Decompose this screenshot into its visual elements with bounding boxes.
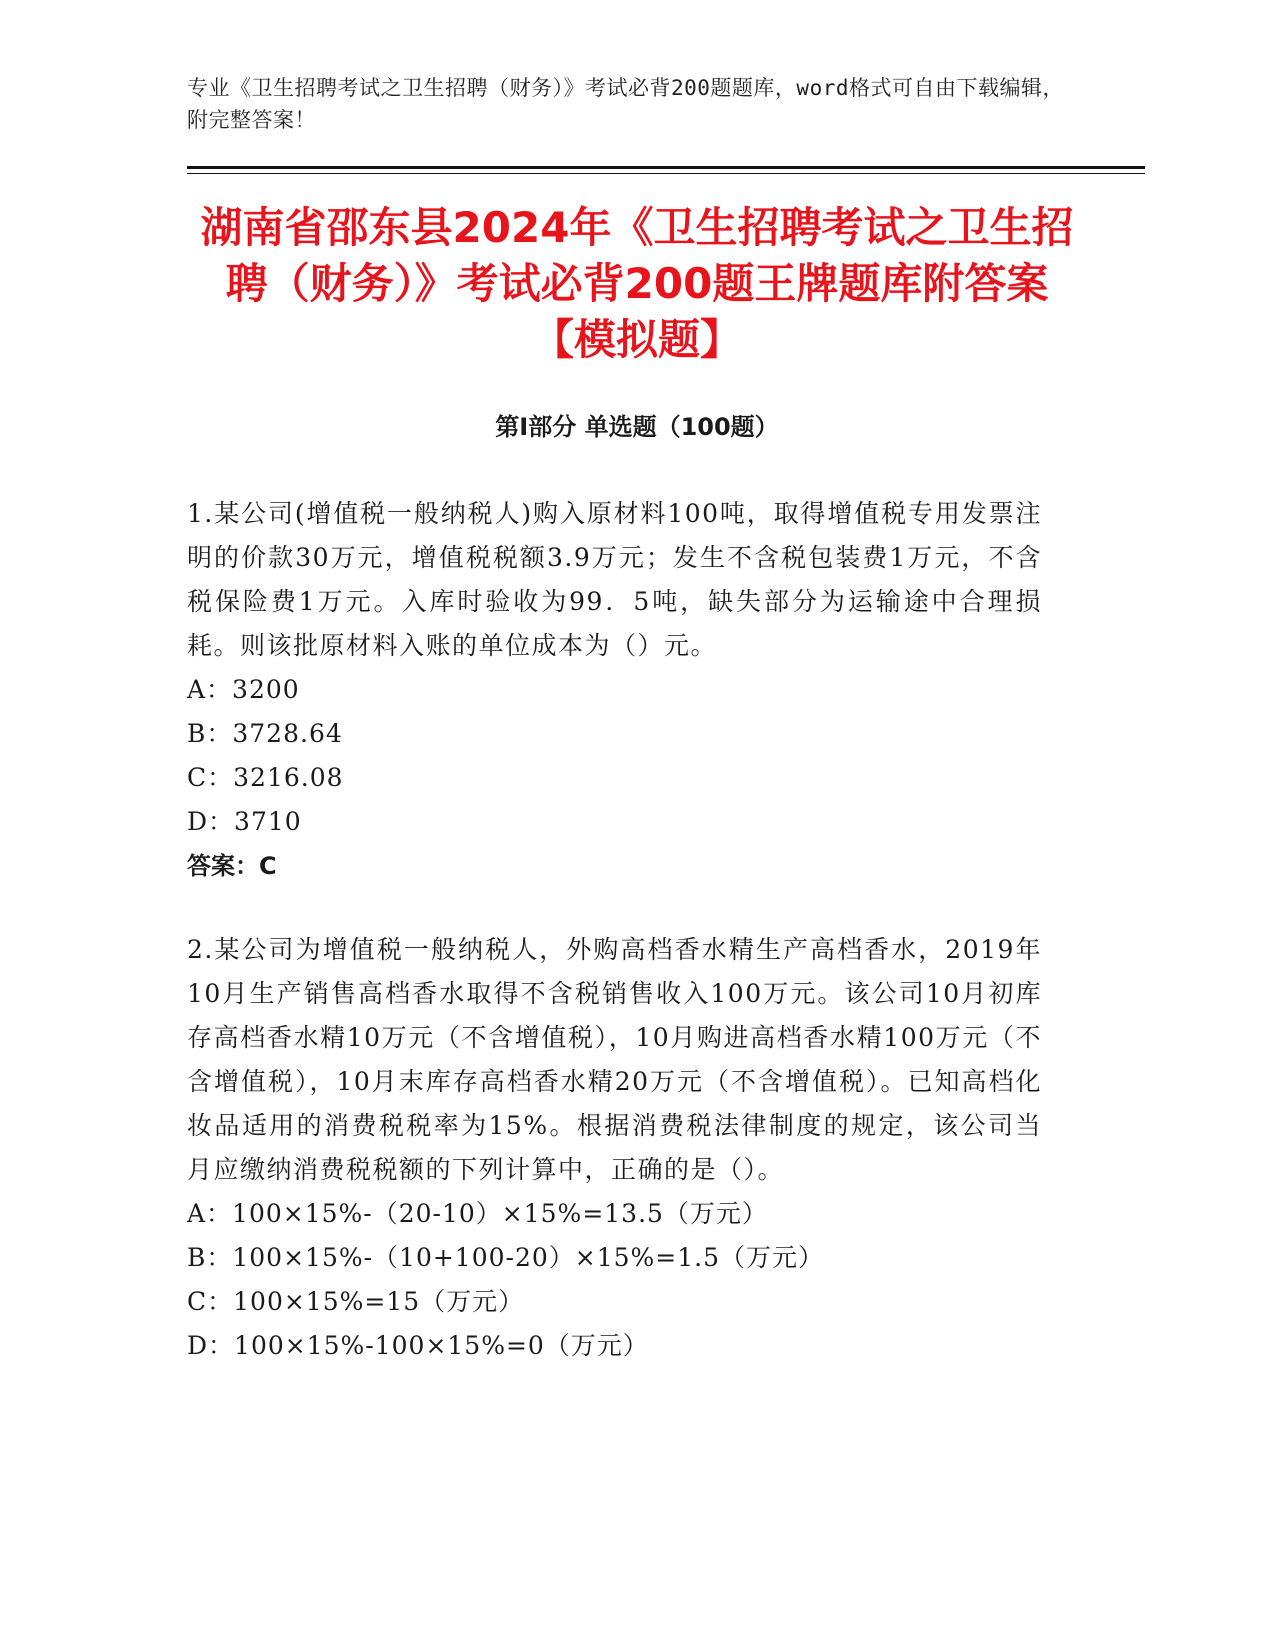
option-c: C：100×15%=15（万元） — [187, 1287, 525, 1316]
header-note: 专业《卫生招聘考试之卫生招聘（财务）》考试必背200题题库，word格式可自由下载编辑，附完整答案！ — [187, 76, 1064, 132]
section-title: 第Ⅰ部分 单选题（100题） — [495, 413, 779, 441]
question-stem: 1.某公司(增值税一般纳税人)购入原材料100吨，取得增值税专用发票注明的价款30万元，增值税税额3.9万元；发生不含税包装费1万元，不含税保险费1万元。入库时验收为99．5吨，缺失部分为运输途中合理损耗。则该批原材料入账的单位成本为（）元。 — [187, 499, 1042, 660]
option-c: C：3216.08 — [187, 763, 344, 792]
option-d: D：100×15%-100×15%=0（万元） — [187, 1331, 649, 1360]
question-stem: 2.某公司为增值税一般纳税人，外购高档香水精生产高档香水，2019年10月生产销售高档香水取得不含税销售收入100万元。该公司10月初库存高档香水精10万元（不含增值税），10月购进高档香水精100万元（不含增值税），10月末库存高档香水精20万元（不含增值税）。已知高档化妆品适用的消费税税率为15%。根据消费税法律制度的规定，该公司当月应缴纳消费税税额的下列计算中，正确的是（）。 — [187, 935, 1042, 1184]
header-rule-thick — [187, 166, 1145, 169]
option-d: D：3710 — [187, 807, 302, 836]
option-b: B：3728.64 — [187, 719, 343, 748]
question-1 — [187, 492, 1087, 888]
document-page — [187, 72, 1087, 1368]
header-rule-thin — [187, 173, 1145, 174]
answer: 答案：C — [187, 852, 277, 880]
option-a: A：100×15%-（20-10）×15%=13.5（万元） — [187, 1199, 768, 1228]
option-a: A：3200 — [187, 675, 300, 704]
question-2 — [187, 928, 1087, 1368]
option-b: B：100×15%-（10+100-20）×15%=1.5（万元） — [187, 1243, 825, 1272]
document-title: 湖南省邵东县2024年《卫生招聘考试之卫生招聘（财务）》考试必背200题王牌题库附答案【模拟题】 — [200, 203, 1074, 364]
